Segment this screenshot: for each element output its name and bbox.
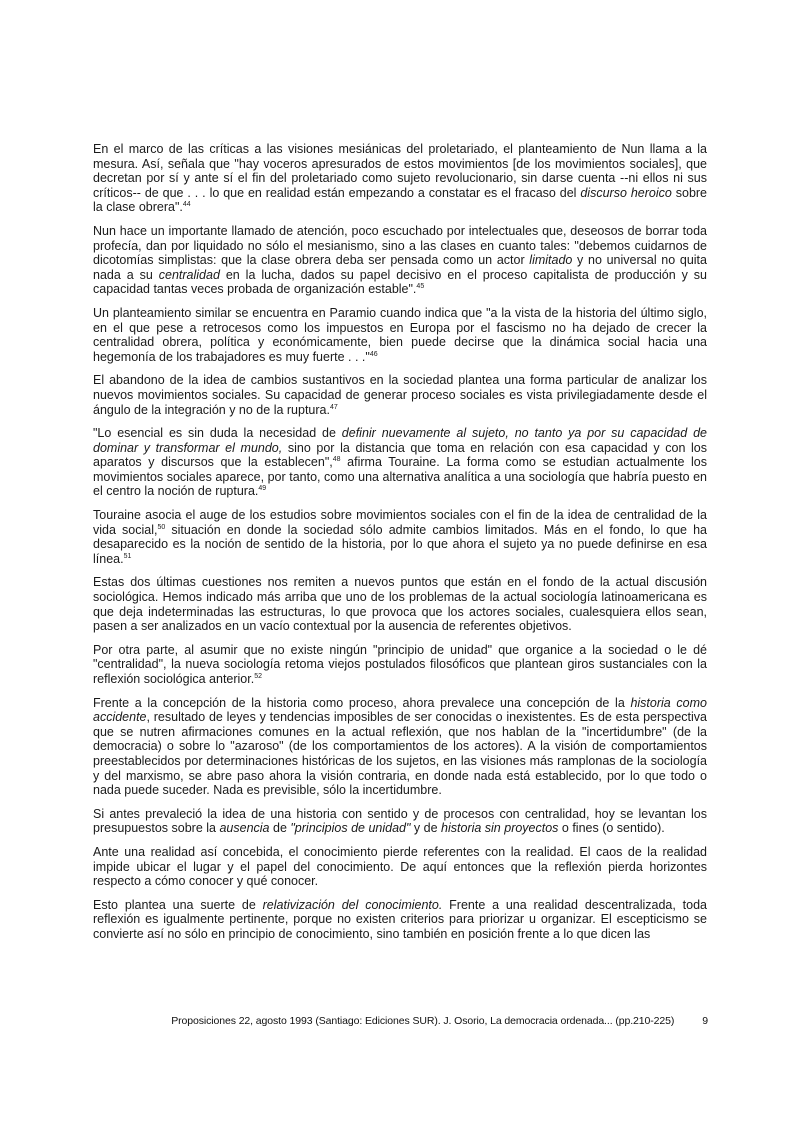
paragraph	[93, 224, 707, 297]
paragraph	[93, 306, 707, 364]
text-run: Esto plantea una suerte de	[93, 897, 263, 912]
text-run: en la lucha, dados su papel decisivo en el proceso capitalista de producción y su capacidad tantas veces probada de organización estable".	[93, 267, 707, 297]
footnote-marker: 47	[329, 403, 338, 411]
emphasis-text: limitado	[529, 253, 573, 268]
footnote-marker: 48	[332, 456, 341, 464]
emphasis-text: discurso heroico	[580, 185, 672, 200]
text-run: "Lo esencial es sin duda la necesidad de	[93, 426, 342, 441]
text-run: sobre la clase obrera".	[93, 185, 708, 215]
text-run: Por otra parte, al asumir que no existe ningún "principio de unidad" que organice a la sociedad o le dé "centralidad", la nueva sociología retoma viejos postulados filosóficos que plantean giros sustanciales con la reflexión sociológica anterior.	[93, 642, 707, 686]
text-run: Frente a la concepción de la historia como proceso, ahora prevalece una concepción de la	[93, 695, 631, 710]
footnote-marker: 51	[123, 552, 132, 560]
text-run: Ante una realidad así concebida, el conocimiento pierde referentes con la realidad. El caos de la realidad impide ubicar el lugar y el papel del conocimiento. De aquí entonces que la reflexión pierda horizontes respecto a cómo conocer y qué conocer.	[93, 844, 707, 889]
emphasis-text: "principios de unidad"	[290, 821, 411, 836]
paragraph	[93, 508, 707, 566]
text-run: de	[269, 821, 291, 836]
paragraph	[93, 426, 707, 499]
emphasis-text: historia como accidente	[93, 695, 707, 725]
emphasis-text: relativización del conocimiento.	[262, 897, 443, 912]
text-run: El abandono de la idea de cambios sustantivos en la sociedad plantea una forma particular de analizar los nuevos movimientos sociales. Su capacidad de generar proceso sociales es vista privilegiadamente desde el ángulo de la integración y no de la ruptura.	[93, 373, 707, 417]
paragraph	[93, 845, 707, 889]
text-run: situación en donde la sociedad sólo admite cambios limitados. Más en el fondo, lo que ha desaparecido es la noción de sentido de la historia, por lo que ahora el sujeto ya no puede definirse en esa línea.	[93, 522, 707, 566]
text-run: afirma Touraine. La forma como se estudian actualmente los movimientos sociales aparece, por tanto, como una alternativa analítica a una sociología que habría puesto en el centro la noción de ruptura.	[93, 455, 707, 499]
text-run: sino por la distancia que toma en relación con esa capacidad y con los aparatos y discursos que la establecen",	[93, 440, 707, 470]
text-run: Frente a una realidad descentralizada, toda reflexión es igualmente pertinente, porque no existen criterios para priorizar u organizar. El escepticismo se convierte así no sólo en principio de conocimiento, sino también en posición frente a lo que dicen las	[93, 897, 708, 941]
paragraph	[93, 373, 707, 417]
text-run: Nun hace un importante llamado de atención, poco escuchado por intelectuales que, deseosos de borrar toda profecía, dan por liquidado no sólo el mesianismo, sino a las clases en cuanto tales: "debemos cuidarnos de dicotomías simplistas: que la clase obrera deba ser pensada como un actor	[93, 223, 707, 268]
emphasis-text: centralidad	[158, 267, 220, 282]
emphasis-text: definir nuevamente al sujeto, no tanto ya por su capacidad de dominar y transformar el mundo,	[93, 426, 707, 455]
text-run: Un planteamiento similar se encuentra en Paramio cuando indica que "a la vista de la historia del último siglo, en el que pese a retrocesos como los impuestos en Europa por el fascismo no ha dejado de crecer la centralidad obrera, política y económicamente, bien puede decirse que la dinámica social hacia una hegemonía de los trabajadores es muy fuerte . . ."	[93, 305, 707, 364]
text-run: Estas dos últimas cuestiones nos remiten a nuevos puntos que están en el fondo de la actual discusión sociológica. Hemos indicado más arriba que uno de los problemas de la actual sociología latinoamericana es que deja indeterminadas las estructuras, lo que provoca que los actores sociales, cualesquiera ellos sean, pasen a ser analizados en un vacío contextual por la ausencia de referentes objetivos.	[93, 575, 707, 634]
emphasis-text: ausencia	[219, 821, 270, 836]
footnote-marker: 50	[157, 523, 166, 531]
document-body	[93, 142, 707, 951]
footnote-marker: 49	[258, 485, 267, 493]
footer-citation: Proposiciones 22, agosto 1993 (Santiago: Ediciones SUR). J. Osorio, La democracia ordenada... (pp.210-225)	[171, 1015, 675, 1027]
text-run: Touraine asocia el auge de los estudios sobre movimientos sociales con el fin de la idea de centralidad de la vida social,	[93, 508, 707, 537]
footnote-marker: 45	[416, 283, 425, 291]
footnote-marker: 52	[254, 672, 262, 680]
text-run: o fines (o sentido).	[558, 821, 665, 836]
footnote-marker: 46	[369, 350, 378, 358]
emphasis-text: historia sin proyectos	[441, 821, 559, 836]
paragraph	[93, 898, 707, 942]
text-run: En el marco de las críticas a las visiones mesiánicas del proletariado, el planteamiento de Nun llama a la mesura. Así, señala que "hay voceros apresurados de estos movimientos [de los movimientos sociales], que decretan por sí y ante sí el fin del proletariado como sujeto revolucionario, sin darse cuenta --ni ellos ni sus críticos-- de que . . . lo que en realidad están empezando a constatar es el fracaso del	[93, 142, 707, 200]
paragraph	[93, 575, 707, 633]
page-footer	[160, 1015, 708, 1027]
text-run: y no universal no quita nada a su	[93, 253, 707, 282]
text-run: y de	[410, 821, 442, 836]
paragraph	[93, 142, 707, 215]
paragraph	[93, 807, 707, 836]
paragraph	[93, 696, 707, 798]
page-number: 9	[702, 1015, 708, 1027]
text-run: , resultado de leyes y tendencias imposibles de ser conocidas o inexistentes. Es de esta perspectiva que se nutren afirmaciones comunes en la actual reflexión, que nos hablan de la "incertidumbre" (de la democracia) o sobre lo "azaroso" (de los comportamientos de los actores). A la visión de comportamientos preestablecidos por determinaciones históricas de los sujetos, en las visiones más ramplonas de la sociología y del marxismo, se abre paso ahora la visión contraria, en donde nada está establecido, por lo que todo o nada puede suceder. Nada es previsible, sólo la incertidumbre.	[93, 710, 707, 798]
text-run: Si antes prevaleció la idea de una historia con sentido y de procesos con centralidad, hoy se levantan los presupuestos sobre la	[93, 806, 707, 836]
footnote-marker: 44	[182, 201, 191, 209]
paragraph	[93, 643, 707, 687]
